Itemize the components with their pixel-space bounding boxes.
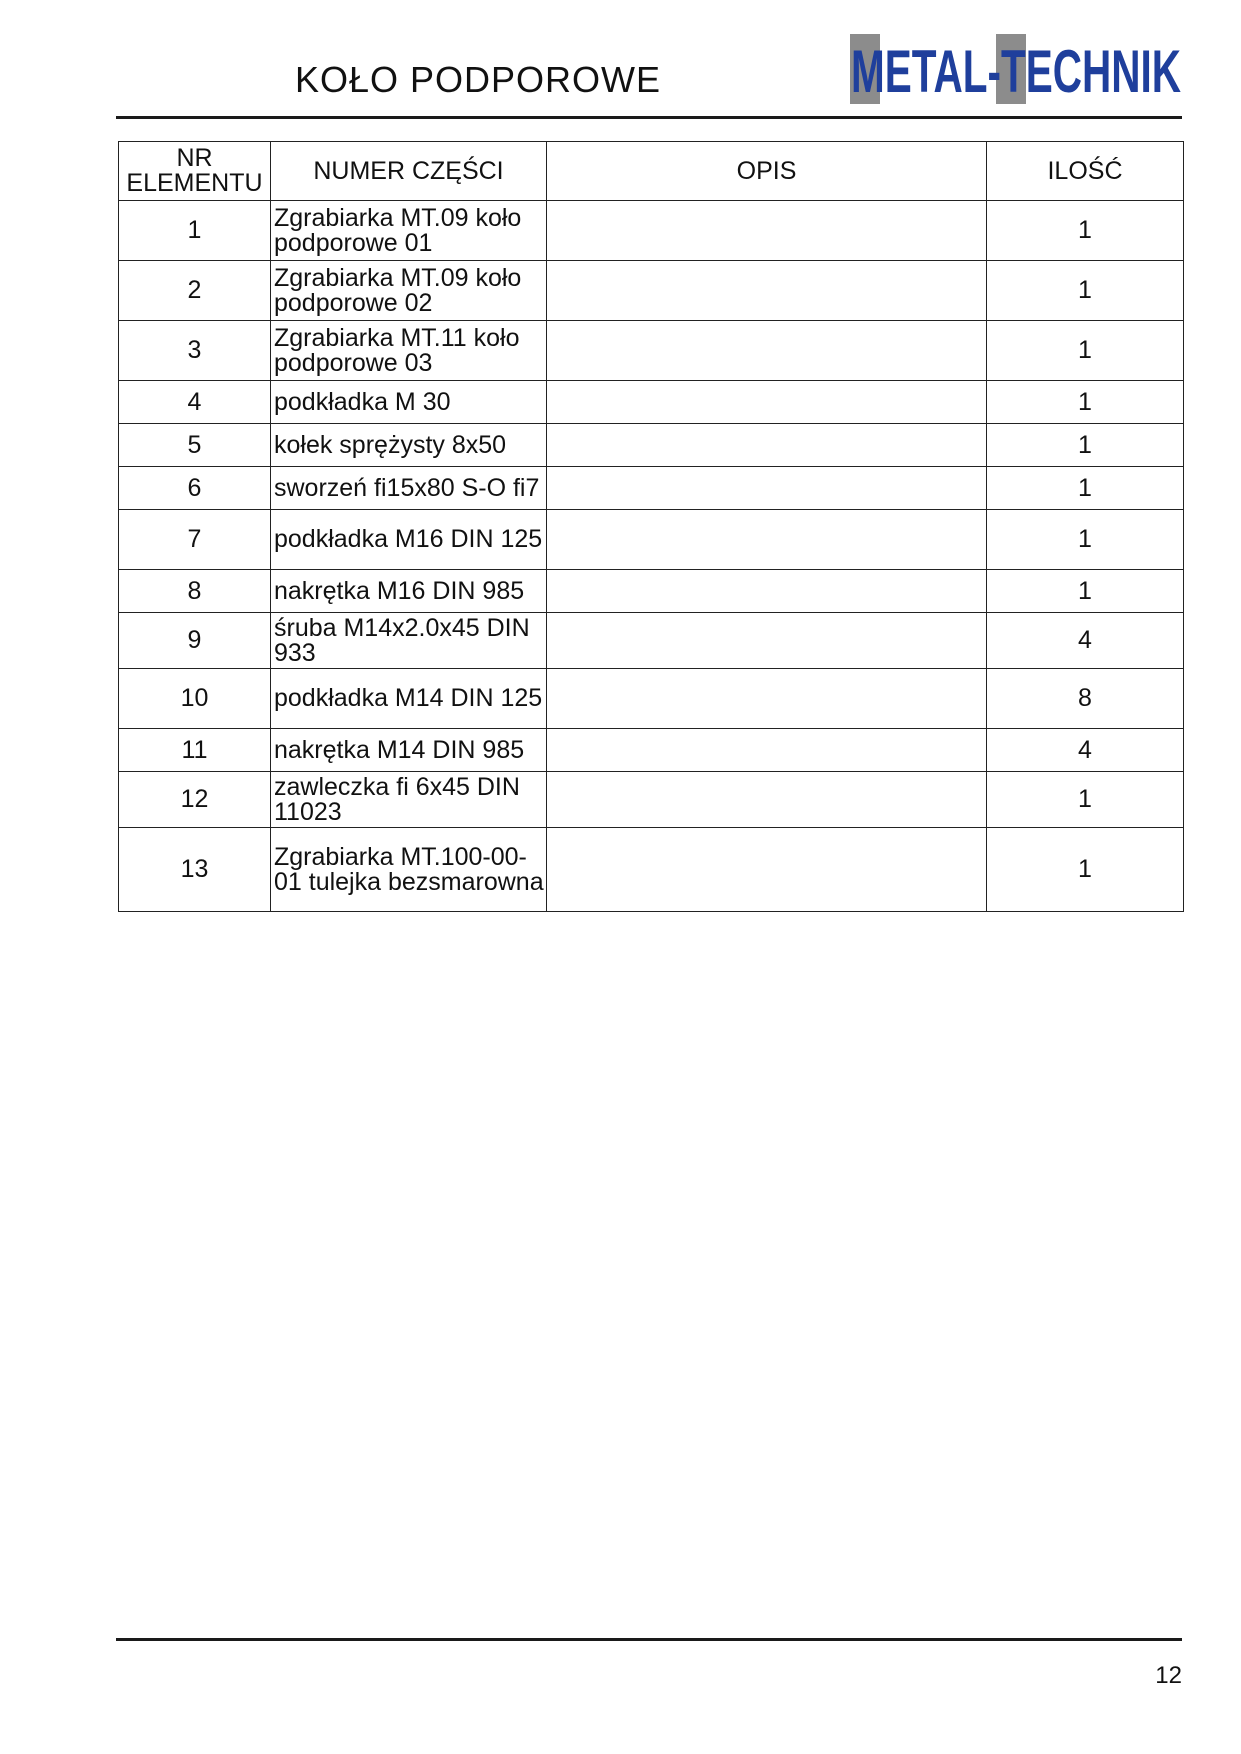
header-rule xyxy=(116,116,1182,119)
cell-description xyxy=(547,321,987,381)
cell-quantity: 1 xyxy=(987,772,1184,828)
table-row xyxy=(119,772,1184,828)
page-number: 12 xyxy=(1155,1662,1182,1689)
cell-element-number: 13 xyxy=(119,828,271,912)
cell-part-number: kołek sprężysty 8x50 xyxy=(271,424,547,467)
cell-part-number: podkładka M 30 xyxy=(271,381,547,424)
cell-description xyxy=(547,424,987,467)
metal-technik-logo xyxy=(850,34,1182,104)
cell-part-number: Zgrabiarka MT.11 koło podporowe 03 xyxy=(271,321,547,381)
column-header-nr: NR ELEMENTU xyxy=(119,142,271,201)
column-header-part-number: NUMER CZĘŚCI xyxy=(271,142,547,201)
cell-description xyxy=(547,828,987,912)
table-row xyxy=(119,613,1184,669)
table-row xyxy=(119,510,1184,570)
cell-description xyxy=(547,669,987,729)
cell-quantity: 1 xyxy=(987,321,1184,381)
cell-quantity: 1 xyxy=(987,510,1184,570)
table-row xyxy=(119,828,1184,912)
cell-description xyxy=(547,729,987,772)
cell-quantity: 1 xyxy=(987,424,1184,467)
cell-part-number: sworzeń fi15x80 S-O fi7 xyxy=(271,467,547,510)
cell-part-number: nakrętka M16 DIN 985 xyxy=(271,570,547,613)
cell-part-number: śruba M14x2.0x45 DIN 933 xyxy=(271,613,547,669)
cell-quantity: 1 xyxy=(987,828,1184,912)
cell-description xyxy=(547,772,987,828)
table-row xyxy=(119,729,1184,772)
table-row xyxy=(119,424,1184,467)
table-row xyxy=(119,381,1184,424)
cell-description xyxy=(547,467,987,510)
page-title: KOŁO PODPOROWE xyxy=(294,59,662,100)
cell-part-number: Zgrabiarka MT.09 koło podporowe 01 xyxy=(271,201,547,261)
cell-description xyxy=(547,570,987,613)
cell-element-number: 8 xyxy=(119,570,271,613)
cell-description xyxy=(547,201,987,261)
cell-description xyxy=(547,510,987,570)
cell-element-number: 2 xyxy=(119,261,271,321)
cell-element-number: 10 xyxy=(119,669,271,729)
cell-element-number: 7 xyxy=(119,510,271,570)
cell-quantity: 1 xyxy=(987,570,1184,613)
footer-rule xyxy=(116,1638,1182,1641)
cell-quantity: 4 xyxy=(987,729,1184,772)
table-row xyxy=(119,201,1184,261)
parts-table xyxy=(118,141,1184,912)
cell-quantity: 1 xyxy=(987,261,1184,321)
cell-part-number: nakrętka M14 DIN 985 xyxy=(271,729,547,772)
cell-element-number: 9 xyxy=(119,613,271,669)
column-header-quantity: ILOŚĆ xyxy=(987,142,1184,201)
cell-quantity: 1 xyxy=(987,467,1184,510)
table-header-row xyxy=(119,142,1184,201)
table-row xyxy=(119,467,1184,510)
column-header-description: OPIS xyxy=(547,142,987,201)
table-row xyxy=(119,261,1184,321)
table-row xyxy=(119,321,1184,381)
cell-description xyxy=(547,261,987,321)
cell-element-number: 5 xyxy=(119,424,271,467)
table-row xyxy=(119,570,1184,613)
cell-element-number: 4 xyxy=(119,381,271,424)
cell-element-number: 11 xyxy=(119,729,271,772)
cell-description xyxy=(547,381,987,424)
cell-element-number: 12 xyxy=(119,772,271,828)
cell-element-number: 6 xyxy=(119,467,271,510)
cell-part-number: Zgrabiarka MT.09 koło podporowe 02 xyxy=(271,261,547,321)
cell-quantity: 4 xyxy=(987,613,1184,669)
cell-part-number: podkładka M14 DIN 125 xyxy=(271,669,547,729)
cell-part-number: zawleczka fi 6x45 DIN 11023 xyxy=(271,772,547,828)
cell-part-number: Zgrabiarka MT.100-00-01 tulejka bezsmarowna xyxy=(271,828,547,912)
cell-element-number: 1 xyxy=(119,201,271,261)
cell-element-number: 3 xyxy=(119,321,271,381)
cell-description xyxy=(547,613,987,669)
cell-quantity: 1 xyxy=(987,201,1184,261)
cell-quantity: 1 xyxy=(987,381,1184,424)
logo-text: METAL-TECHNIK xyxy=(851,38,1181,104)
cell-part-number: podkładka M16 DIN 125 xyxy=(271,510,547,570)
table-row xyxy=(119,669,1184,729)
cell-quantity: 8 xyxy=(987,669,1184,729)
